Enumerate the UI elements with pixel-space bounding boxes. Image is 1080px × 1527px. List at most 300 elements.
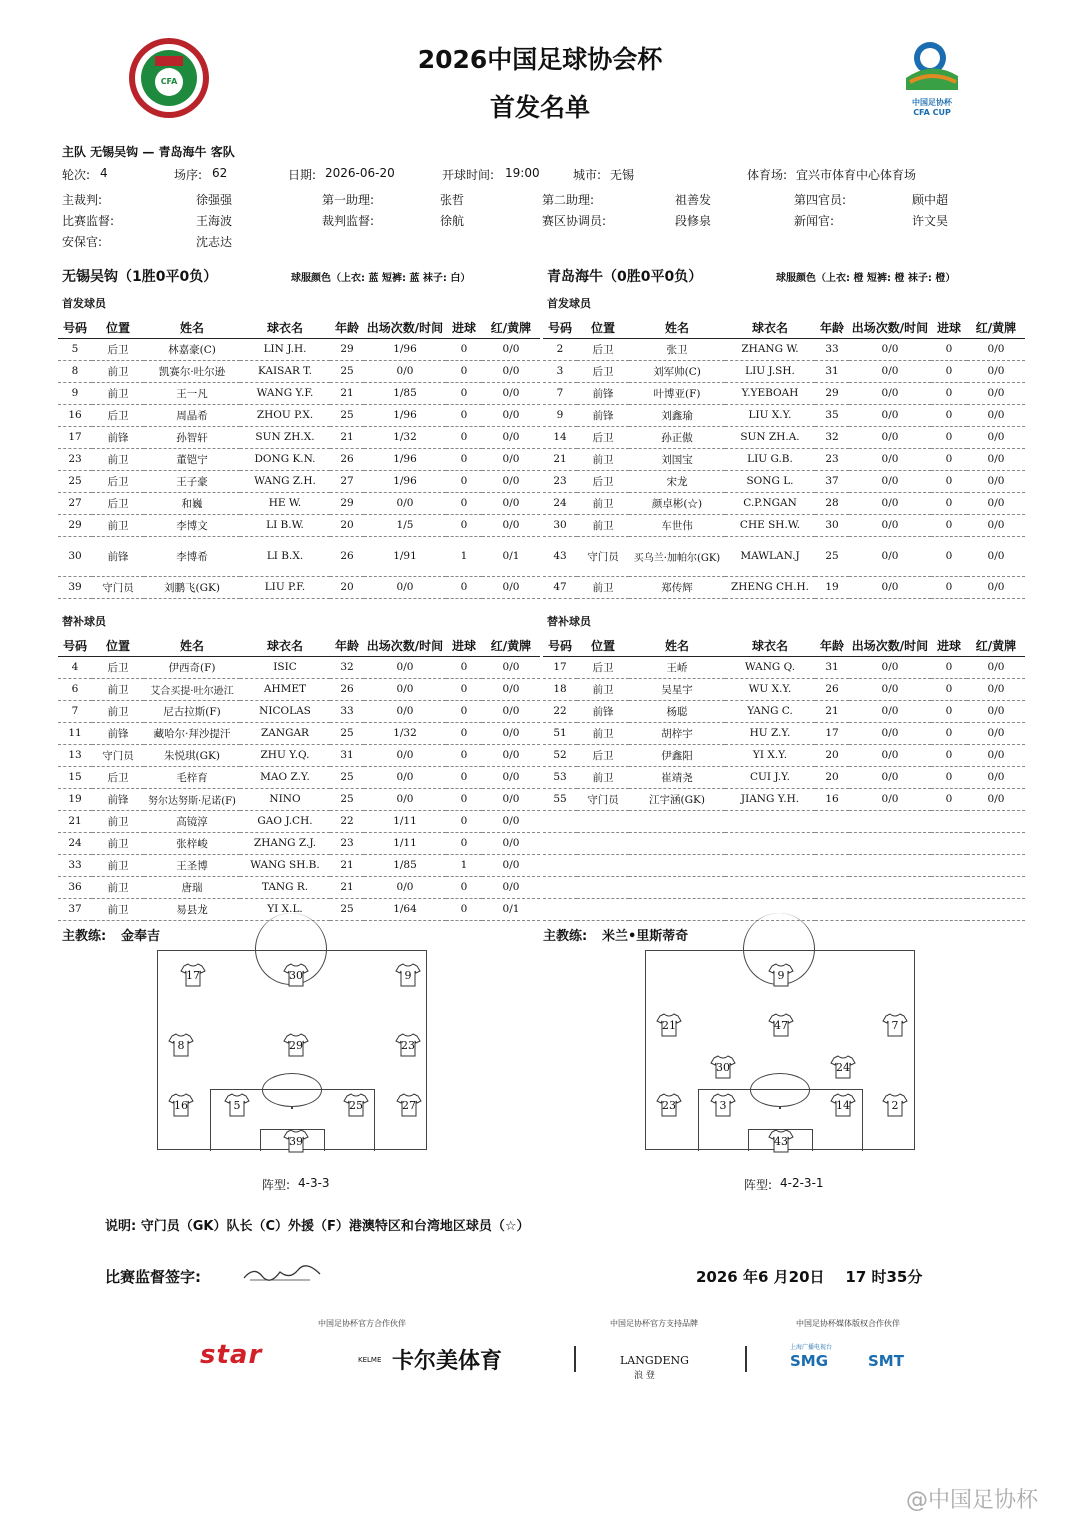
column-header: 红/黄牌	[967, 318, 1025, 338]
player-cell: 0	[446, 788, 482, 810]
player-cell: 王子豪	[144, 470, 240, 492]
player-cell: 吴星宇	[629, 678, 725, 700]
player-cell: 0/0	[967, 788, 1025, 810]
column-header: 号码	[58, 636, 92, 656]
player-cell: 25	[58, 470, 92, 492]
column-header: 位置	[577, 318, 629, 338]
player-cell: 0/0	[364, 576, 446, 598]
round-value: 4	[100, 166, 108, 180]
player-cell: 0	[446, 514, 482, 536]
player-cell: 和巍	[144, 492, 240, 514]
player-cell: YANG C.	[725, 700, 815, 722]
player-cell: 守门员	[577, 788, 629, 810]
player-cell: 0/0	[967, 678, 1025, 700]
player-cell: 0/0	[849, 338, 931, 360]
player-cell: 0	[931, 360, 967, 382]
player-cell: 王一凡	[144, 382, 240, 404]
official-name: 徐航	[440, 214, 465, 228]
player-cell: 25	[330, 898, 364, 920]
player-cell: 0	[446, 810, 482, 832]
player-cell: 0/0	[967, 744, 1025, 766]
player-cell: 0/0	[482, 426, 540, 448]
player-cell: 前锋	[577, 700, 629, 722]
player-cell: 0	[446, 876, 482, 898]
kickoff-value: 19:00	[505, 166, 540, 180]
player-cell: ZHANG Z.J.	[240, 832, 330, 854]
player-cell: 后卫	[577, 744, 629, 766]
column-header: 位置	[92, 636, 144, 656]
player-cell: 0/0	[967, 470, 1025, 492]
player-cell: 前卫	[92, 700, 144, 722]
player-cell: 24	[543, 492, 577, 514]
column-header: 红/黄牌	[482, 636, 540, 656]
player-cell: ISIC	[240, 656, 330, 678]
player-cell: MAWLAN.J	[725, 536, 815, 576]
player-shirt-icon	[882, 1093, 908, 1117]
away-coach-label: 主教练:	[543, 929, 588, 944]
player-cell: 25	[330, 360, 364, 382]
player-cell: 0/0	[482, 492, 540, 514]
player-cell: 0/0	[364, 744, 446, 766]
player-cell: 21	[330, 876, 364, 898]
away-starters-label: 首发球员	[547, 297, 591, 310]
player-cell: 0/0	[849, 514, 931, 536]
player-cell: 0	[446, 898, 482, 920]
away-team-title: 青岛海牛（0胜0平0负）	[547, 269, 703, 285]
player-cell: 24	[58, 832, 92, 854]
player-cell: 0/0	[967, 536, 1025, 576]
legend-notes: 说明: 守门员（GK）队长（C）外援（F）港澳特区和台湾地区球员（☆）	[105, 1219, 530, 1234]
player-cell: 前卫	[577, 678, 629, 700]
player-cell: ZHOU P.X.	[240, 404, 330, 426]
player-cell: 33	[330, 700, 364, 722]
shirt-number: 23	[662, 1099, 676, 1112]
player-cell: 13	[58, 744, 92, 766]
player-cell: 0/0	[849, 656, 931, 678]
player-cell: 0	[931, 678, 967, 700]
player-cell: 0/0	[482, 338, 540, 360]
player-cell: 后卫	[577, 656, 629, 678]
home-formation-label: 阵型:	[262, 1178, 291, 1192]
official-label: 第一助理:	[322, 193, 375, 207]
column-header: 姓名	[144, 318, 240, 338]
cfa-cup-logo: 中国足协杯 CFA CUP	[900, 38, 964, 120]
player-cell: 39	[58, 576, 92, 598]
shirt-number: 25	[349, 1099, 363, 1112]
player-shirt-icon	[283, 963, 309, 987]
player-cell: 0/0	[967, 576, 1025, 598]
player-cell: 0/0	[364, 766, 446, 788]
column-header: 球衣名	[725, 636, 815, 656]
player-shirt-icon	[710, 1055, 736, 1079]
player-cell: YI X.L.	[240, 898, 330, 920]
player-cell: 前卫	[92, 678, 144, 700]
player-shirt-icon	[656, 1013, 682, 1037]
player-cell: 43	[543, 536, 577, 576]
official-name: 祖善发	[675, 193, 712, 207]
column-header: 姓名	[629, 318, 725, 338]
player-cell: 买乌兰·加帕尔(GK)	[629, 536, 725, 576]
home-coach-label: 主教练:	[62, 929, 107, 944]
away-formation-label: 阵型:	[744, 1178, 773, 1192]
player-cell: 22	[543, 700, 577, 722]
player-shirt-icon	[180, 963, 206, 987]
player-cell: 0	[446, 448, 482, 470]
player-cell: 尼古拉斯(F)	[144, 700, 240, 722]
signature-label: 比赛监督签字:	[105, 1268, 201, 1286]
player-cell: C.P.NGAN	[725, 492, 815, 514]
player-cell: 0	[931, 744, 967, 766]
sponsor-caption: 中国足协杯官方合作伙伴	[318, 1319, 406, 1328]
player-cell: LIU X.Y.	[725, 404, 815, 426]
player-cell: 0/0	[967, 722, 1025, 744]
player-cell: 守门员	[577, 536, 629, 576]
player-cell: 崔靖尧	[629, 766, 725, 788]
player-cell: 0/0	[849, 470, 931, 492]
player-cell: 23	[330, 832, 364, 854]
player-cell: 0/0	[967, 492, 1025, 514]
player-row	[543, 448, 1025, 470]
player-cell: 0/0	[482, 360, 540, 382]
column-header: 位置	[92, 318, 144, 338]
player-cell: 0/1	[482, 898, 540, 920]
player-cell: 前锋	[577, 404, 629, 426]
player-cell: 25	[815, 536, 849, 576]
player-cell: 15	[58, 766, 92, 788]
player-cell: 王圣博	[144, 854, 240, 876]
kelme-small: KELME	[358, 1356, 382, 1364]
away-coach: 米兰•里斯蒂奇	[602, 929, 689, 944]
player-cell: 刘鑫瑜	[629, 404, 725, 426]
player-cell: 3	[543, 360, 577, 382]
player-cell: 胡梓宇	[629, 722, 725, 744]
player-row	[58, 656, 540, 678]
player-cell: 刘军帅(C)	[629, 360, 725, 382]
player-cell: 0	[931, 448, 967, 470]
player-cell: 33	[58, 854, 92, 876]
official-label: 裁判监督:	[322, 214, 375, 228]
city-value: 无锡	[610, 168, 635, 182]
player-cell: 前卫	[92, 514, 144, 536]
player-cell: 17	[815, 722, 849, 744]
venue-value: 宜兴市体育中心体育场	[796, 168, 917, 182]
player-cell: 0/0	[482, 448, 540, 470]
column-header: 出场次数/时间	[364, 636, 446, 656]
player-cell: 0/0	[482, 470, 540, 492]
player-cell: 0	[931, 656, 967, 678]
player-cell: 0/0	[967, 404, 1025, 426]
player-cell: 0/0	[849, 766, 931, 788]
player-row	[58, 722, 540, 744]
player-cell: WU X.Y.	[725, 678, 815, 700]
player-cell: 4	[58, 656, 92, 678]
player-cell: 0	[446, 382, 482, 404]
player-cell: 25	[330, 788, 364, 810]
player-cell: 25	[330, 766, 364, 788]
column-header: 号码	[543, 636, 577, 656]
player-shirt-icon	[168, 1033, 194, 1057]
player-cell: 0/0	[482, 810, 540, 832]
player-cell: 1	[446, 854, 482, 876]
shirt-number: 9	[404, 969, 412, 982]
player-cell: 26	[815, 678, 849, 700]
player-cell: 伊西奇(F)	[144, 656, 240, 678]
player-cell: YI X.Y.	[725, 744, 815, 766]
player-cell: 21	[330, 854, 364, 876]
player-shirt-icon	[768, 963, 794, 987]
column-header: 姓名	[629, 636, 725, 656]
shirt-number: 8	[177, 1039, 185, 1052]
player-row	[58, 854, 540, 876]
player-cell: 29	[330, 492, 364, 514]
shirt-number: 43	[774, 1135, 788, 1148]
player-cell: 1/85	[364, 382, 446, 404]
player-cell: 0	[446, 404, 482, 426]
player-cell: ZHENG CH.H.	[725, 576, 815, 598]
player-cell: 47	[543, 576, 577, 598]
official-label: 赛区协调员:	[542, 214, 607, 228]
player-cell: 21	[58, 810, 92, 832]
player-cell: 16	[815, 788, 849, 810]
player-cell: 23	[815, 448, 849, 470]
player-cell: 7	[543, 382, 577, 404]
player-cell: 前锋	[92, 722, 144, 744]
player-row	[58, 470, 540, 492]
player-cell: 前锋	[92, 536, 144, 576]
player-cell: 江宇涵(GK)	[629, 788, 725, 810]
sponsor-caption: 中国足协杯媒体版权合作伙伴	[796, 1319, 900, 1328]
player-row	[58, 536, 540, 576]
player-cell: 0	[446, 338, 482, 360]
player-cell: 21	[330, 382, 364, 404]
shirt-number: 5	[233, 1099, 241, 1112]
player-row	[58, 810, 540, 832]
player-cell: LIU P.F.	[240, 576, 330, 598]
home-formation: 4-3-3	[298, 1176, 330, 1190]
player-cell: 0	[931, 470, 967, 492]
player-cell: WANG SH.B.	[240, 854, 330, 876]
player-cell: 0/0	[482, 656, 540, 678]
smt-logo: SMT	[868, 1352, 904, 1370]
player-cell: 0	[931, 382, 967, 404]
player-cell: 32	[815, 426, 849, 448]
player-cell: 21	[543, 448, 577, 470]
player-cell: 25	[330, 722, 364, 744]
player-cell: MAO Z.Y.	[240, 766, 330, 788]
player-cell: TANG R.	[240, 876, 330, 898]
player-cell: 0	[931, 404, 967, 426]
smg-logo: SMG	[790, 1352, 829, 1370]
player-cell: 1/32	[364, 722, 446, 744]
player-cell: 32	[330, 656, 364, 678]
player-cell: 0/0	[482, 832, 540, 854]
player-cell: 0/0	[849, 722, 931, 744]
player-cell: 前卫	[92, 448, 144, 470]
player-cell: NINO	[240, 788, 330, 810]
shirt-number: 30	[716, 1061, 730, 1074]
player-cell: 前卫	[92, 876, 144, 898]
home-subs-table	[58, 636, 540, 921]
cfa-logo: CFA	[129, 38, 209, 118]
player-row	[58, 404, 540, 426]
player-cell: 杨聪	[629, 700, 725, 722]
player-cell: 16	[58, 404, 92, 426]
player-cell: 0	[446, 832, 482, 854]
player-cell: 11	[58, 722, 92, 744]
away-formation-pitch	[645, 950, 915, 1150]
player-cell: 51	[543, 722, 577, 744]
player-cell: 26	[330, 536, 364, 576]
player-cell: 20	[815, 744, 849, 766]
away-subs-label: 替补球员	[547, 615, 591, 628]
player-cell: 0/0	[967, 766, 1025, 788]
player-row	[543, 678, 1025, 700]
player-cell: 张梓峻	[144, 832, 240, 854]
away-formation: 4-2-3-1	[780, 1176, 824, 1190]
player-cell: 0/0	[849, 448, 931, 470]
home-starters-table	[58, 318, 540, 599]
player-cell: 17	[58, 426, 92, 448]
player-cell: 1/32	[364, 426, 446, 448]
player-cell: 周晶希	[144, 404, 240, 426]
match-no-value: 62	[212, 166, 228, 180]
player-cell: 凯赛尔·吐尔逊	[144, 360, 240, 382]
player-cell: 0/0	[364, 492, 446, 514]
player-cell: 高镜淳	[144, 810, 240, 832]
page-subtitle: 首发名单	[489, 93, 590, 122]
official-name: 沈志达	[196, 235, 233, 249]
player-cell: 0/0	[967, 448, 1025, 470]
column-header: 年龄	[815, 636, 849, 656]
column-header: 出场次数/时间	[364, 318, 446, 338]
player-cell: 孙智轩	[144, 426, 240, 448]
player-cell: 0/0	[967, 338, 1025, 360]
player-cell: 0	[446, 656, 482, 678]
player-cell: 叶博亚(F)	[629, 382, 725, 404]
player-cell: 前锋	[92, 788, 144, 810]
player-cell: 14	[543, 426, 577, 448]
official-name: 王海波	[196, 214, 233, 228]
shirt-number: 9	[777, 969, 785, 982]
player-cell: 1/11	[364, 810, 446, 832]
player-cell: 1/11	[364, 832, 446, 854]
home-kit-colors: 球服颜色（上衣: 蓝 短裤: 蓝 袜子: 白）	[291, 273, 471, 284]
player-row	[543, 360, 1025, 382]
player-cell: 25	[330, 404, 364, 426]
player-cell: 后卫	[92, 766, 144, 788]
player-cell: 0/0	[364, 656, 446, 678]
player-row	[58, 700, 540, 722]
city-label: 城市:	[573, 168, 602, 182]
official-name: 徐强强	[196, 193, 233, 207]
player-cell: 0/0	[482, 766, 540, 788]
player-cell: 0/0	[849, 576, 931, 598]
player-cell: 19	[58, 788, 92, 810]
official-label: 比赛监督:	[62, 214, 115, 228]
player-row	[543, 536, 1025, 576]
player-row	[58, 360, 540, 382]
player-cell: 0	[446, 678, 482, 700]
player-row	[58, 832, 540, 854]
shirt-number: 7	[891, 1019, 899, 1032]
player-cell: 31	[815, 360, 849, 382]
column-header: 红/黄牌	[482, 318, 540, 338]
player-cell: 0/0	[967, 360, 1025, 382]
player-shirt-icon	[343, 1093, 369, 1117]
player-shirt-icon	[710, 1093, 736, 1117]
player-cell: 0	[931, 536, 967, 576]
player-cell: 前卫	[92, 810, 144, 832]
player-cell: 55	[543, 788, 577, 810]
player-row	[58, 788, 540, 810]
smg-small: 上海广播电视台	[790, 1344, 833, 1351]
player-cell: 33	[815, 338, 849, 360]
official-name: 张哲	[440, 193, 465, 207]
player-cell: 28	[815, 492, 849, 514]
player-cell: 0	[446, 426, 482, 448]
player-cell: 30	[543, 514, 577, 536]
player-cell: 0	[931, 492, 967, 514]
player-cell: LIU G.B.	[725, 448, 815, 470]
page-title: 2026中国足球协会杯	[417, 45, 663, 74]
player-cell: 0/0	[482, 876, 540, 898]
player-cell: 1/96	[364, 338, 446, 360]
player-cell: 52	[543, 744, 577, 766]
player-cell: 2	[543, 338, 577, 360]
player-cell: 刘国宝	[629, 448, 725, 470]
shirt-number: 16	[174, 1099, 188, 1112]
home-starters-label: 首发球员	[62, 297, 106, 310]
player-cell: 郑传辉	[629, 576, 725, 598]
official-label: 新闻官:	[794, 214, 835, 228]
player-cell: 20	[330, 576, 364, 598]
player-cell: 31	[815, 656, 849, 678]
player-cell: 6	[58, 678, 92, 700]
player-cell: 守门员	[92, 576, 144, 598]
official-label: 主裁判:	[62, 193, 103, 207]
player-shirt-icon	[395, 1033, 421, 1057]
player-cell: 后卫	[92, 470, 144, 492]
sponsor-bar	[160, 1310, 920, 1402]
player-cell: 1/96	[364, 448, 446, 470]
player-cell: 0/0	[967, 514, 1025, 536]
player-cell: 0/0	[482, 404, 540, 426]
official-name: 顾中超	[912, 193, 949, 207]
player-row	[543, 656, 1025, 678]
player-cell: 19	[815, 576, 849, 598]
player-cell: 21	[330, 426, 364, 448]
player-cell: 0/0	[967, 382, 1025, 404]
home-formation-pitch	[157, 950, 427, 1150]
player-cell: 36	[58, 876, 92, 898]
player-cell: 5	[58, 338, 92, 360]
player-cell: 0	[931, 766, 967, 788]
player-cell: HU Z.Y.	[725, 722, 815, 744]
column-header: 进球	[446, 318, 482, 338]
player-cell: 0	[931, 338, 967, 360]
player-cell: NICOLAS	[240, 700, 330, 722]
player-cell: 前卫	[577, 722, 629, 744]
player-cell: WANG Z.H.	[240, 470, 330, 492]
player-cell: 0/0	[967, 426, 1025, 448]
player-cell: WANG Y.F.	[240, 382, 330, 404]
kickoff-label: 开球时间:	[442, 168, 495, 182]
official-label: 安保官:	[62, 235, 103, 249]
player-cell: 前卫	[92, 382, 144, 404]
player-cell: 宋龙	[629, 470, 725, 492]
player-cell: 1	[446, 536, 482, 576]
away-kit-colors: 球服颜色（上衣: 橙 短裤: 橙 袜子: 橙）	[776, 273, 956, 284]
